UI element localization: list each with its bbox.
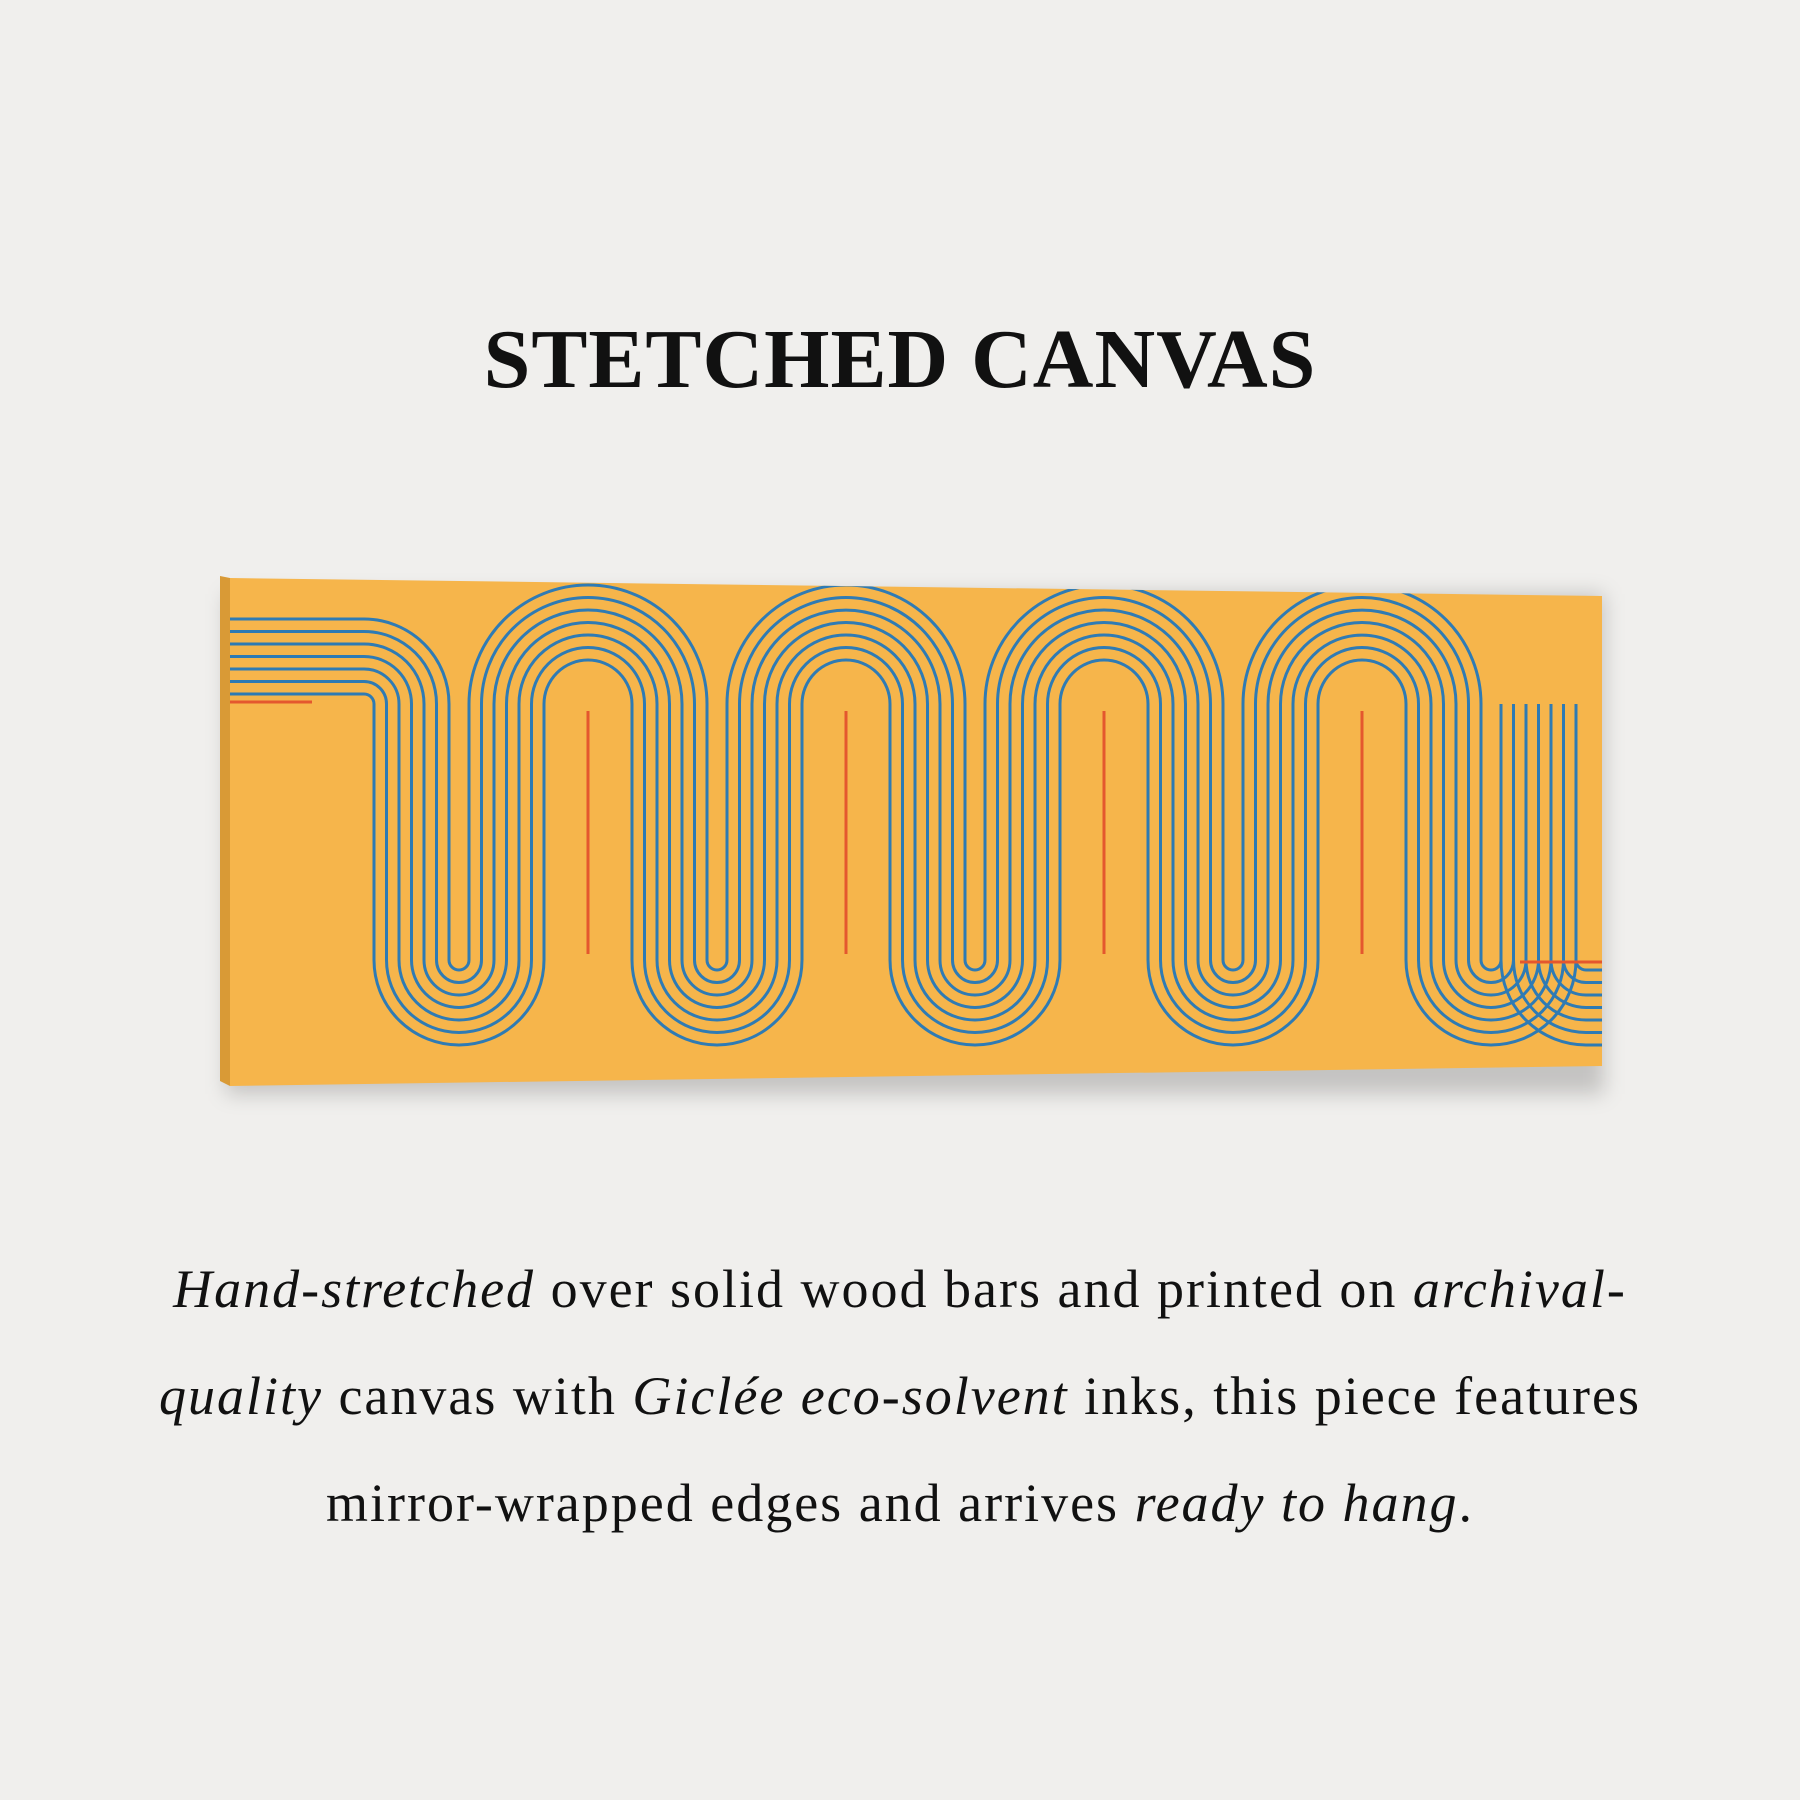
description-text: over solid wood bars and printed on (535, 1259, 1413, 1319)
canvas-product-image (220, 576, 1602, 1086)
description-emphasis: Hand-stretched (173, 1259, 536, 1319)
page-title: STETCHED CANVAS (483, 313, 1317, 406)
canvas-artwork (220, 576, 1602, 1086)
description-emphasis: Giclée eco-solvent (632, 1366, 1069, 1426)
description-emphasis: archival-quality (158, 1259, 1627, 1426)
description-emphasis: ready to hang (1134, 1473, 1459, 1533)
description-text: inks, this piece features mirror-wrapped edges and arrives (325, 1366, 1642, 1533)
description-text: . (1458, 1473, 1475, 1533)
product-description (150, 1236, 1650, 1557)
canvas-side-edge (220, 576, 230, 1086)
description-text: canvas with (322, 1366, 633, 1426)
